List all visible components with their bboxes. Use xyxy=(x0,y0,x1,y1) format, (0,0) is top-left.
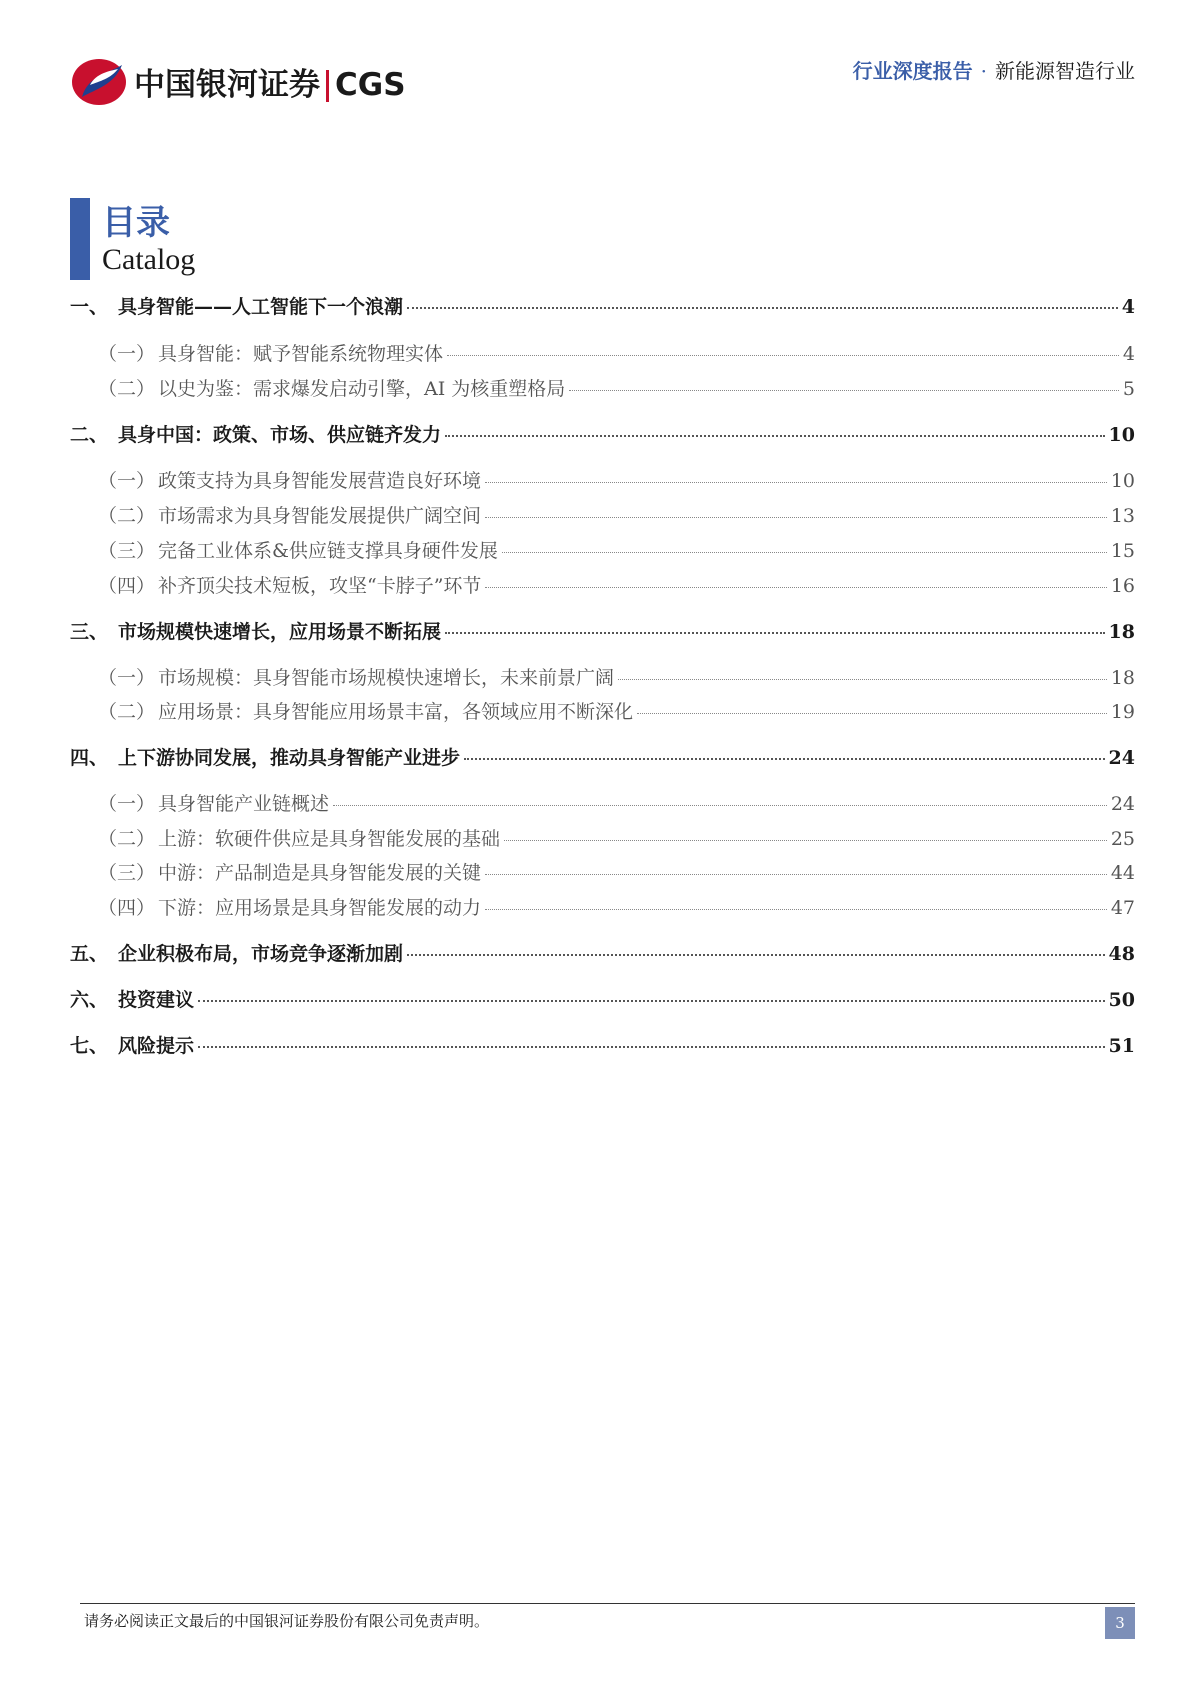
toc-section[interactable] xyxy=(70,374,1135,401)
toc-title: 以史为鉴：需求爆发启动引擎，AI 为核重塑格局 xyxy=(158,378,566,400)
toc-section[interactable] xyxy=(70,571,1135,598)
toc-number: 七、 xyxy=(70,1035,109,1057)
report-category xyxy=(853,55,1135,84)
toc-title: 市场规模快速增长，应用场景不断拓展 xyxy=(118,621,442,643)
toc-title: 市场需求为具身智能发展提供广阔空间 xyxy=(158,505,482,527)
toc-number: 三、 xyxy=(70,621,109,643)
toc-number: （三） xyxy=(98,862,156,884)
toc-page-number: 50 xyxy=(1108,989,1135,1011)
toc-title: 具身中国：政策、市场、供应链齐发力 xyxy=(118,424,442,446)
toc-page-number: 47 xyxy=(1110,897,1135,919)
toc-page-number: 25 xyxy=(1110,828,1135,850)
toc-number: （一） xyxy=(98,793,156,815)
toc-page-number: 24 xyxy=(1110,793,1135,815)
toc-title: 补齐顶尖技术短板，攻坚“卡脖子”环节 xyxy=(158,575,482,597)
toc-title: 上游：软硬件供应是具身智能发展的基础 xyxy=(158,828,501,850)
toc-title: 企业积极布局，市场竞争逐渐加剧 xyxy=(118,943,404,965)
toc-page-number: 4 xyxy=(1122,343,1135,365)
toc-dot-leader xyxy=(485,517,1107,518)
toc-page-number: 10 xyxy=(1108,424,1135,446)
toc-number: （四） xyxy=(98,575,156,597)
toc-dot-leader xyxy=(445,435,1105,437)
toc-title: 应用场景：具身智能应用场景丰富，各领域应用不断深化 xyxy=(158,701,634,723)
toc-title: 市场规模：具身智能市场规模快速增长，未来前景广阔 xyxy=(158,667,615,689)
toc-page-number: 18 xyxy=(1110,667,1135,689)
toc-dot-leader xyxy=(447,355,1119,356)
toc-number: 六、 xyxy=(70,989,109,1011)
toc-dot-leader xyxy=(198,1000,1105,1002)
toc-section[interactable] xyxy=(70,466,1135,493)
catalog-title-cn: 目录 xyxy=(102,203,170,243)
catalog-accent-bar xyxy=(70,198,90,280)
toc-title: 具身智能——人工智能下一个浪潮 xyxy=(118,296,404,318)
toc-chapter[interactable] xyxy=(70,617,1135,644)
header-separator: · xyxy=(980,59,987,83)
toc-dot-leader xyxy=(407,954,1105,956)
toc-dot-leader xyxy=(504,840,1107,841)
toc-page-number: 24 xyxy=(1108,747,1135,769)
toc-title: 下游：应用场景是具身智能发展的动力 xyxy=(158,897,482,919)
report-type: 行业深度报告 xyxy=(852,59,973,83)
toc-title: 具身智能产业链概述 xyxy=(158,793,330,815)
toc-number: （三） xyxy=(98,540,156,562)
page-number-badge: 3 xyxy=(1105,1607,1135,1639)
toc-page-number: 10 xyxy=(1110,470,1135,492)
toc-title: 政策支持为具身智能发展营造良好环境 xyxy=(158,470,482,492)
toc-number: （二） xyxy=(98,505,156,527)
toc-page-number: 4 xyxy=(1121,296,1135,318)
toc-dot-leader xyxy=(637,713,1107,714)
toc-section[interactable] xyxy=(70,501,1135,528)
toc-chapter[interactable] xyxy=(70,1031,1135,1058)
catalog-title-en: Catalog xyxy=(102,243,196,276)
toc-number: 四、 xyxy=(70,747,109,769)
toc-dot-leader xyxy=(485,874,1107,875)
toc-number: （二） xyxy=(98,828,156,850)
toc-dot-leader xyxy=(485,587,1106,588)
toc-number: （二） xyxy=(98,701,156,723)
toc-chapter[interactable] xyxy=(70,743,1135,770)
toc-number: （二） xyxy=(98,378,156,400)
toc-dot-leader xyxy=(464,758,1105,760)
toc-chapter[interactable] xyxy=(70,420,1135,447)
toc-section[interactable] xyxy=(70,339,1135,366)
industry-name: 新能源智造行业 xyxy=(995,59,1135,83)
logo-text: 中国银河证券 CGS xyxy=(134,66,406,103)
toc-page-number: 16 xyxy=(1110,575,1135,597)
toc-chapter[interactable] xyxy=(70,985,1135,1012)
toc-section[interactable] xyxy=(70,824,1135,851)
toc-number: 五、 xyxy=(70,943,109,965)
toc-title: 中游：产品制造是具身智能发展的关键 xyxy=(158,862,482,884)
toc-section[interactable] xyxy=(70,536,1135,563)
toc-page-number: 18 xyxy=(1108,621,1135,643)
toc-title: 投资建议 xyxy=(118,989,195,1011)
toc-dot-leader xyxy=(569,390,1119,391)
toc-dot-leader xyxy=(198,1046,1105,1048)
toc-dot-leader xyxy=(618,679,1107,680)
toc-title: 具身智能：赋予智能系统物理实体 xyxy=(158,343,444,365)
toc-page-number: 51 xyxy=(1108,1035,1135,1057)
toc-title: 风险提示 xyxy=(118,1035,195,1057)
toc-dot-leader xyxy=(445,632,1105,634)
toc-chapter[interactable] xyxy=(70,939,1135,966)
toc-page-number: 44 xyxy=(1110,862,1135,884)
company-logo xyxy=(70,55,406,107)
toc-section[interactable] xyxy=(70,789,1135,816)
toc-page-number: 19 xyxy=(1110,701,1135,723)
toc-dot-leader xyxy=(407,307,1118,309)
toc-title: 上下游协同发展，推动具身智能产业进步 xyxy=(118,747,461,769)
toc-number: （一） xyxy=(98,470,156,492)
toc-number: （一） xyxy=(98,343,156,365)
toc-number: （四） xyxy=(98,897,156,919)
toc-dot-leader xyxy=(485,909,1107,910)
toc-dot-leader xyxy=(485,482,1107,483)
toc-section[interactable] xyxy=(70,663,1135,690)
page-header xyxy=(70,55,1135,115)
toc-page-number: 5 xyxy=(1122,378,1135,400)
toc-number: （一） xyxy=(98,667,156,689)
toc-page-number: 48 xyxy=(1108,943,1135,965)
toc-section[interactable] xyxy=(70,858,1135,885)
footer-disclaimer: 请务必阅读正文最后的中国银河证券股份有限公司免责声明。 xyxy=(84,1612,490,1630)
cgs-logo-icon xyxy=(70,55,128,107)
toc-title: 完备工业体系&供应链支撑具身硬件发展 xyxy=(158,540,498,562)
toc-number: 一、 xyxy=(70,296,109,318)
toc-dot-leader xyxy=(333,805,1107,806)
toc-page-number: 15 xyxy=(1110,540,1135,562)
toc-section[interactable] xyxy=(70,697,1135,724)
toc-page-number: 13 xyxy=(1110,505,1135,527)
toc-chapter[interactable] xyxy=(70,292,1135,319)
toc-dot-leader xyxy=(502,552,1107,553)
toc-section[interactable] xyxy=(70,893,1135,920)
toc-number: 二、 xyxy=(70,424,109,446)
footer-divider xyxy=(80,1603,1135,1604)
